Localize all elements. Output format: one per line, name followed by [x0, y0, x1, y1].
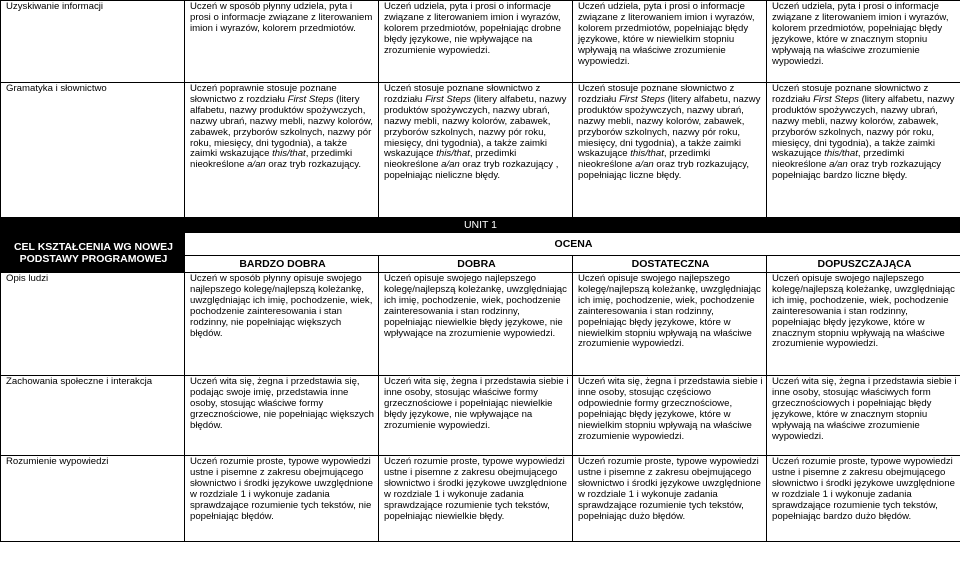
grade-cell: Uczeń wita się, żegna i przedstawia się, podając swoje imię, przedstawia inne osoby, stosując właściwe formy grzecznościowe, nie popełniając większych błędów. — [185, 376, 379, 456]
grade-cell: Uczeń opisuje swojego najlepszego kolegę/najlepszą koleżankę, uwzględniając ich imię, pochodzenie, wiek, pochodzenie zainteresowania i stan rodzinny, popełniając błędy językowe, które w znacznym stopniu wpływają na właściwe zrozumienie wypowiedzi. — [767, 273, 960, 376]
row-label: Uzyskiwanie informacji — [1, 1, 185, 83]
table-row — [1, 1, 960, 83]
grade-cell: Uczeń stosuje poznane słownictwo z rozdziału First Steps (litery alfabetu, nazwy produktów spożywczych, nazwy ubrań, nazwy mebli, nazwy kolorów, zabawek, przyborów szkolnych, nazwy pór roku, miesięcy, dni tygodnia), a także zaimki wskazujące this/that, przedimki nieokreślone a/an oraz tryb rozkazujący , popełniając nieliczne błędy. — [379, 83, 573, 218]
grade-cell: Uczeń rozumie proste, typowe wypowiedzi ustne i pisemne z zakresu obejmującego słownictwo i środki językowe uwzględnione w rozdziale 1 i wykonuje zadania sprawdzające rozumienie tych tekstów, nie popełniając błędów. — [185, 456, 379, 542]
grade-cell: Uczeń w sposób płynny opisuje swojego najlepszego kolegę/najlepszą koleżankę, uwzględniając ich imię, pochodzenie, wiek, pochodzenie zainteresowania i stan rodzinny, nie popełniając większych błędów. — [185, 273, 379, 376]
row-label: Gramatyka i słownictwo — [1, 83, 185, 218]
grade-cell: Uczeń rozumie proste, typowe wypowiedzi ustne i pisemne z zakresu obejmującego słownictwo i środki językowe uwzględnione w rozdziale 1 i wykonuje zadania sprawdzające rozumienie tych tekstów, popełniając bardzo dużo błędów. — [767, 456, 960, 542]
grade-cell: Uczeń poprawnie stosuje poznane słownictwo z rozdziału First Steps (litery alfabetu, nazwy produktów spożywczych, nazwy ubrań, nazwy mebli, nazwy kolorów, zabawek, przyborów szkolnych, nazwy pór roku, miesięcy, dni tygodnia), a także zaimki wskazujące this/that, przedimki nieokreślone a/an oraz tryb rozkazujący. — [185, 83, 379, 218]
row-label: Zachowania społeczne i interakcja — [1, 376, 185, 456]
row-label: Opis ludzi — [1, 273, 185, 376]
table-row — [1, 83, 960, 218]
grade-cell: Uczeń stosuje poznane słownictwo z rozdziału First Steps (litery alfabetu, nazwy produktów spożywczych, nazwy ubrań, nazwy mebli, nazwy kolorów, zabawek, przyborów szkolnych, nazwy pór roku, miesięcy, dni tygodnia), a także zaimki wskazujące this/that, przedimki nieokreślone a/an oraz tryb rozkazujący, popełniając liczne błędy. — [573, 83, 767, 218]
grade-cell: Uczeń udziela, pyta i prosi o informacje związane z literowaniem imion i wyrazów, kolorem przedmiotów, popełniając drobne błędy językowe, nie wpływające na zrozumienie wypowiedzi. — [379, 1, 573, 83]
grade-header: BARDZO DOBRA — [185, 256, 379, 273]
grade-header: DOPUSZCZAJĄCA — [767, 256, 960, 273]
row-label: Rozumienie wypowiedzi — [1, 456, 185, 542]
grade-cell: Uczeń rozumie proste, typowe wypowiedzi ustne i pisemne z zakresu obejmującego słownictwo i środki językowe uwzględnione w rozdziale 1 i wykonuje zadania sprawdzające rozumienie tych tekstów, popełniając niewielkie błędy. — [379, 456, 573, 542]
grade-cell: Uczeń opisuje swojego najlepszego kolegę/najlepszą koleżankę, uwzględniając ich imię, pochodzenie, wiek, pochodzenie zainteresowania i stan rodzinny, popełniając niewielkie błędy językowe, nie wpływające na zrozumienie wypowiedzi. — [379, 273, 573, 376]
grade-cell: Uczeń w sposób płynny udziela, pyta i prosi o informacje związane z literowaniem imion i wyrazów, kolorem przedmiotów. — [185, 1, 379, 83]
grade-cell: Uczeń wita się, żegna i przedstawia siebie i inne osoby, stosując właściwe formy grzecznościowe i popełniając niewielkie błędy językowe, nie wpływające na zrozumienie wypowiedzi. — [379, 376, 573, 456]
grade-cell: Uczeń wita się, żegna i przedstawia siebie i inne osoby, stosując częściowo odpowiednie formy grzecznościowe, popełniając błędy językowe, które w niewielkim stopniu wpływają na właściwe zrozumienie wypowiedzi. — [573, 376, 767, 456]
grade-cell: Uczeń stosuje poznane słownictwo z rozdziału First Steps (litery alfabetu, nazwy produktów spożywczych, nazwy ubrań, nazwy mebli, nazwy kolorów, zabawek, przyborów szkolnych, nazwy pór roku, miesięcy, dni tygodnia), a także zaimki wskazujące this/that, przedimki nieokreślone a/an oraz tryb rozkazujący popełniając bardzo liczne błędy. — [767, 83, 960, 218]
grade-header: DOBRA — [379, 256, 573, 273]
unit-title: UNIT 1 — [1, 218, 960, 233]
grade-cell: Uczeń rozumie proste, typowe wypowiedzi ustne i pisemne z zakresu obejmującego słownictwo i środki językowe uwzględnione w rozdziale 1 i wykonuje zadania sprawdzające rozumienie tych tekstów, popełniając dużo błędów. — [573, 456, 767, 542]
ocena-header: OCENA — [185, 233, 960, 256]
grade-header: DOSTATECZNA — [573, 256, 767, 273]
grade-cell: Uczeń wita się, żegna i przedstawia siebie i inne osoby, stosując właściwych form grzecznościowych i popełniając błędy językowe, które w znacznym stopniu wpływają na właściwe zrozumienie wypowiedzi. — [767, 376, 960, 456]
table-row — [1, 376, 960, 456]
cel-header: CEL KSZTAŁCENIA WG NOWEJ PODSTAWY PROGRAMOWEJ — [1, 233, 185, 273]
table-row — [1, 273, 960, 376]
grade-cell: Uczeń udziela, pyta i prosi o informacje związane z literowaniem imion i wyrazów, kolorem przedmiotów, popełniając błędy językowe, które w znacznym stopniu wpływają na właściwe zrozumienie wypowiedzi. — [767, 1, 960, 83]
grade-cell: Uczeń opisuje swojego najlepszego kolegę/najlepszą koleżankę, uwzględniając ich imię, pochodzenie, wiek, pochodzenie zainteresowania i stan rodzinny, popełniając błędy językowe, które w niewielkim stopniu wpływają na właściwe zrozumienie wypowiedzi. — [573, 273, 767, 376]
grade-cell: Uczeń udziela, pyta i prosi o informacje związane z literowaniem imion i wyrazów, kolorem przedmiotów, popełniając błędy językowe, które w niewielkim stopniu wpływają na właściwe zrozumienie wypowiedzi. — [573, 1, 767, 83]
table-row — [1, 456, 960, 542]
unit-banner-row — [1, 218, 960, 233]
header-row — [1, 233, 960, 256]
